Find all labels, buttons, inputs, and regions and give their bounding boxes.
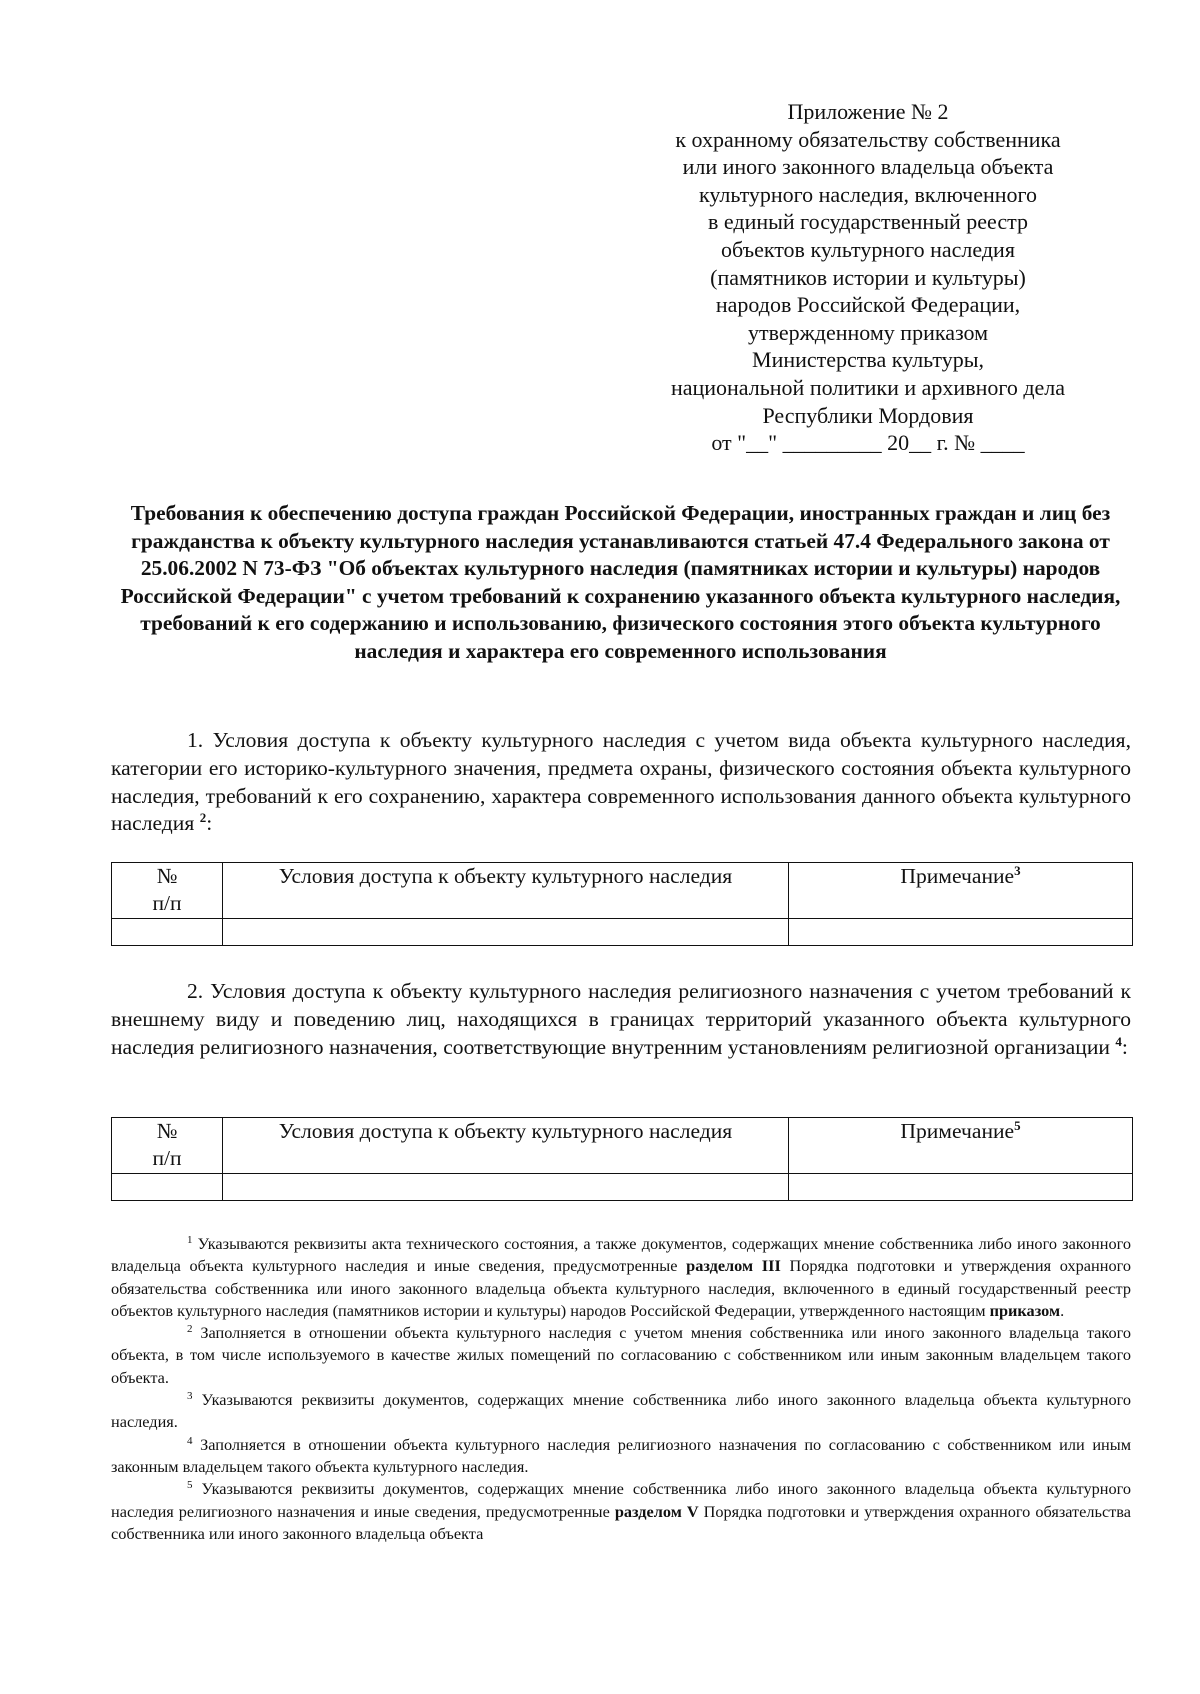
appendix-line: утвержденному приказом <box>747 319 989 345</box>
appendix-line: народов Российской Федерации, <box>715 292 1021 318</box>
table-cell <box>112 919 223 946</box>
footnote-text: Указываются реквизиты документов, содержащих мнение собственника либо иного законного владельца объекта культурного наследия. <box>111 1390 1131 1432</box>
col-conditions-header: Условия доступа к объекту культурного наследия <box>223 863 789 919</box>
footnote-text: Заполняется в отношении объекта культурного наследия религиозного назначения по согласованию с собственником или иным законным владельцем такого объекта культурного наследия. <box>111 1434 1131 1476</box>
col-note-header <box>789 863 1133 919</box>
conditions-table-1 <box>111 862 1133 946</box>
document-heading: Требования к обеспечению доступа граждан Российской Федерации, иностранных граждан и лиц без гражданства к объекту культурного наследия устанавливаются статьей 47.4 Федерального закона от 25.06.2002 N 73-ФЗ "Об объектах культурного наследия (памятниках истории и культуры) народов Российской Федерации" с учетом требований к сохранению указанного объекта культурного наследия, требований к его содержанию и использованию, физического состояния этого объекта культурного наследия и характера его современного использования <box>120 501 1121 663</box>
appendix-line: или иного законного владельца объекта <box>682 154 1054 180</box>
table-cell <box>789 1174 1133 1201</box>
footnote-2 <box>111 1322 1131 1389</box>
table-header-row <box>112 863 1133 919</box>
footnote-text: Заполняется в отношении объекта культурного наследия с учетом мнения собственника или иного законного владельца такого объекта, в том числе используемого в качестве жилых помещений по согласованию с собственником или иным законным владельцем такого объекта. <box>111 1323 1131 1387</box>
col-note-label: Примечание <box>900 1119 1015 1143</box>
conditions-table-2 <box>111 1117 1133 1201</box>
footnote-text: Указываются реквизиты акта технического состояния, а также документов, содержащих мнение собственника либо иного законного владельца объекта культурного наследия и иные сведения, предусмотренные <box>111 1234 1132 1276</box>
table-cell <box>223 919 789 946</box>
footnote-number: 2 <box>187 1323 193 1336</box>
appendix-line: (памятников истории и культуры) <box>710 264 1026 290</box>
appendix-line: национальной политики и архивного дела <box>670 374 1066 400</box>
footnotes <box>111 1233 1131 1545</box>
table-row <box>112 1174 1133 1201</box>
footnote-5 <box>111 1478 1131 1545</box>
section-link[interactable]: разделом III <box>686 1256 781 1276</box>
appendix-line: культурного наследия, включенного <box>698 181 1037 207</box>
appendix-line: Министерства культуры, <box>752 347 984 373</box>
order-link[interactable]: приказом <box>989 1300 1061 1320</box>
footnote-text: Порядка подготовки и утверждения охранного обязательства собственника или иного законного владельца объекта культурного наследия, включенного в единый государственный реестр объектов культурного наследия (памятников истории и культуры) народов Российской Федерации, утвержденного настоящим <box>111 1256 1131 1320</box>
section-1-tail: : <box>206 811 213 836</box>
section-1-paragraph <box>111 727 1131 838</box>
table-cell <box>112 1174 223 1201</box>
section-link[interactable]: разделом V <box>614 1501 699 1521</box>
table-cell <box>223 1174 789 1201</box>
footnote-ref-5[interactable]: 5 <box>1014 1118 1021 1133</box>
appendix-line: от "__" _________ 20__ г. № ____ <box>711 430 1025 456</box>
section-2-text: 2. Условия доступа к объекту культурного наследия религиозного назначения с учетом требований к внешнему виду и поведению лиц, находящихся в границах территорий указанного объекта культурного наследия религиозного назначения, соответствующие внутренним установлениям религиозной организации <box>111 979 1131 1059</box>
table-header-row <box>112 1118 1133 1174</box>
footnote-ref-3[interactable]: 3 <box>1014 863 1021 878</box>
col-note-header <box>789 1118 1133 1174</box>
footnote-number: 3 <box>187 1390 193 1403</box>
section-1-text: 1. Условия доступа к объекту культурного наследия с учетом вида объекта культурного наследия, категории его историко-культурного значения, предмета охраны, физического состояния объекта культурного наследия, требований к его сохранению, характера современного использования данного объекта культурного наследия <box>111 728 1131 836</box>
footnote-number: 5 <box>187 1479 193 1492</box>
footnote-3 <box>111 1389 1131 1434</box>
col-number-sublabel: п/п <box>152 891 182 915</box>
col-number-header <box>112 1118 223 1174</box>
appendix-line: к охранному обязательству собственника <box>675 126 1061 152</box>
col-conditions-header: Условия доступа к объекту культурного наследия <box>223 1118 789 1174</box>
table-cell <box>789 919 1133 946</box>
table-row <box>112 919 1133 946</box>
footnote-number: 4 <box>187 1434 193 1447</box>
col-number-header <box>112 863 223 919</box>
col-number-label: № <box>156 864 178 888</box>
footnote-ref-4[interactable]: 4 <box>1115 1033 1122 1049</box>
footnote-text: . <box>1060 1300 1065 1320</box>
appendix-line: объектов культурного наследия <box>721 236 1015 262</box>
col-number-sublabel: п/п <box>152 1146 182 1170</box>
appendix-line: в единый государственный реестр <box>708 209 1028 235</box>
appendix-line: Республики Мордовия <box>762 402 974 428</box>
col-number-label: № <box>156 1119 178 1143</box>
section-2-tail: : <box>1121 1034 1128 1059</box>
col-note-label: Примечание <box>900 864 1015 888</box>
footnote-ref-2[interactable]: 2 <box>199 810 207 826</box>
footnote-number: 1 <box>187 1234 193 1246</box>
section-2-paragraph <box>111 978 1131 1061</box>
appendix-line: Приложение № 2 <box>787 99 949 124</box>
footnote-1 <box>111 1233 1131 1322</box>
footnote-text: Порядка подготовки и утверждения охранного обязательства собственника или иного законного владельца объекта <box>111 1501 1131 1543</box>
appendix-block <box>638 98 1098 457</box>
footnote-text: Указываются реквизиты документов, содержащих мнение собственника либо иного законного владельца объекта культурного наследия религиозного назначения и иные сведения, предусмотренные <box>111 1479 1131 1521</box>
footnote-4 <box>111 1434 1131 1479</box>
